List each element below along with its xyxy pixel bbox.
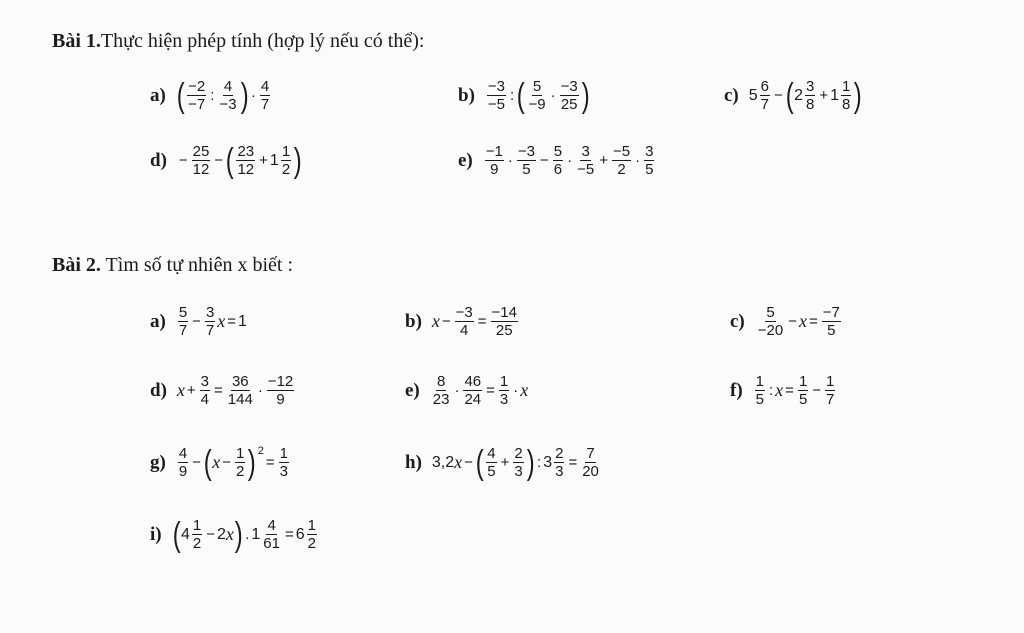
bai2-exercise-c <box>730 304 843 339</box>
bai1-exercise-b <box>458 78 590 113</box>
bai2-exercise-h <box>405 445 602 480</box>
bai2-expression-e: 8 23 · $\frac{46}{24}$ = $\frac{1}{3}$ · x <box>432 373 529 408</box>
bai1-label-d: d) <box>150 149 167 171</box>
bai1-exercise-a <box>150 78 272 113</box>
bai1-label-b: b) <box>458 84 475 106</box>
bai1-label-c: c) <box>724 84 739 106</box>
bai1-expression-b: −3 −5 : ( 5 −9 · −3 25 ) <box>487 76 590 115</box>
bai2-heading <box>52 254 293 277</box>
bai1-title-bold: Bài 1. <box>52 30 101 52</box>
bai1-expression-a: ( −2 −7 : 4 −3 ) · 4 7 <box>176 76 270 115</box>
bai2-label-f: f) <box>730 379 743 401</box>
bai1-exercise-e <box>458 143 656 178</box>
bai2-expression-b: x − $\frac{-3}{4}$ = $\frac{-14}{25}$ <box>431 304 517 339</box>
bai1-exercise-d <box>150 143 302 178</box>
bai2-label-b: b) <box>405 310 422 332</box>
bai2-label-a: a) <box>150 310 166 332</box>
bai2-label-d: d) <box>150 379 167 401</box>
bai2-label-e: e) <box>405 379 420 401</box>
bai2-exercise-g <box>150 445 291 480</box>
bai2-exercise-d <box>150 373 296 408</box>
bai2-label-g: g) <box>150 451 166 473</box>
bai1-expression-c: 5 6 7 − ( 2 3 8 + 1 1 8 ) <box>748 76 863 115</box>
bai1-heading <box>52 30 424 53</box>
bai2-exercise-e <box>405 373 528 408</box>
bai1-expression-e: −1 9 · −3 5 − $\frac{5}{6}$ · 3 −5 + $\frac{-5}{2}$ · 3 5 <box>485 143 654 178</box>
bai2-label-c: c) <box>730 310 745 332</box>
bai1-title-text: Thực hiện phép tính (hợp lý nếu có thể): <box>100 30 425 52</box>
bai1-expression-d: − $\frac{25}{12}$ − ( 23 12 + 1 1 2 ) <box>178 141 302 180</box>
bai2-expression-g: 4 9 − ( x − $\frac{1}{2}$ ) 2 = $\frac{1}{3}$ <box>178 443 288 482</box>
bai2-expression-d: x + $\frac{3}{4}$ = $\frac{36}{144}$ · −12 9 <box>176 373 294 408</box>
bai2-title-bold: Bài 2. <box>52 254 101 276</box>
bai2-expression-f: 1 5 : x = $\frac{1}{5}$ − $\frac{1}{7}$ <box>755 373 835 408</box>
bai2-expression-h: 3,2 x − ( 4 5 + $\frac{2}{3}$ ) : 3 $\frac{2}{3}$ = $\frac{7}{20}$ <box>431 443 599 482</box>
bai2-expression-i: ( 4 1 2 − 2 x ) . 1 $\frac{4}{61}$ = 6 1 2 <box>172 515 316 554</box>
bai2-exercise-a <box>150 304 247 339</box>
bai1-exercise-c <box>724 78 863 113</box>
bai2-exercise-f <box>730 373 837 408</box>
bai2-expression-c: 5 −20 − x = $\frac{-7}{5}$ <box>757 304 840 339</box>
bai2-label-h: h) <box>405 451 422 473</box>
bai1-label-a: a) <box>150 84 166 106</box>
bai2-title-text: Tìm số tự nhiên x biết : <box>105 254 294 276</box>
bai2-exercise-b <box>405 304 520 339</box>
bai2-label-i: i) <box>150 523 162 545</box>
bai2-exercise-i <box>150 517 319 552</box>
bai2-expression-a: 5 7 − $\frac{3}{7}$ x = 1 <box>178 304 247 339</box>
bai1-label-e: e) <box>458 149 473 171</box>
